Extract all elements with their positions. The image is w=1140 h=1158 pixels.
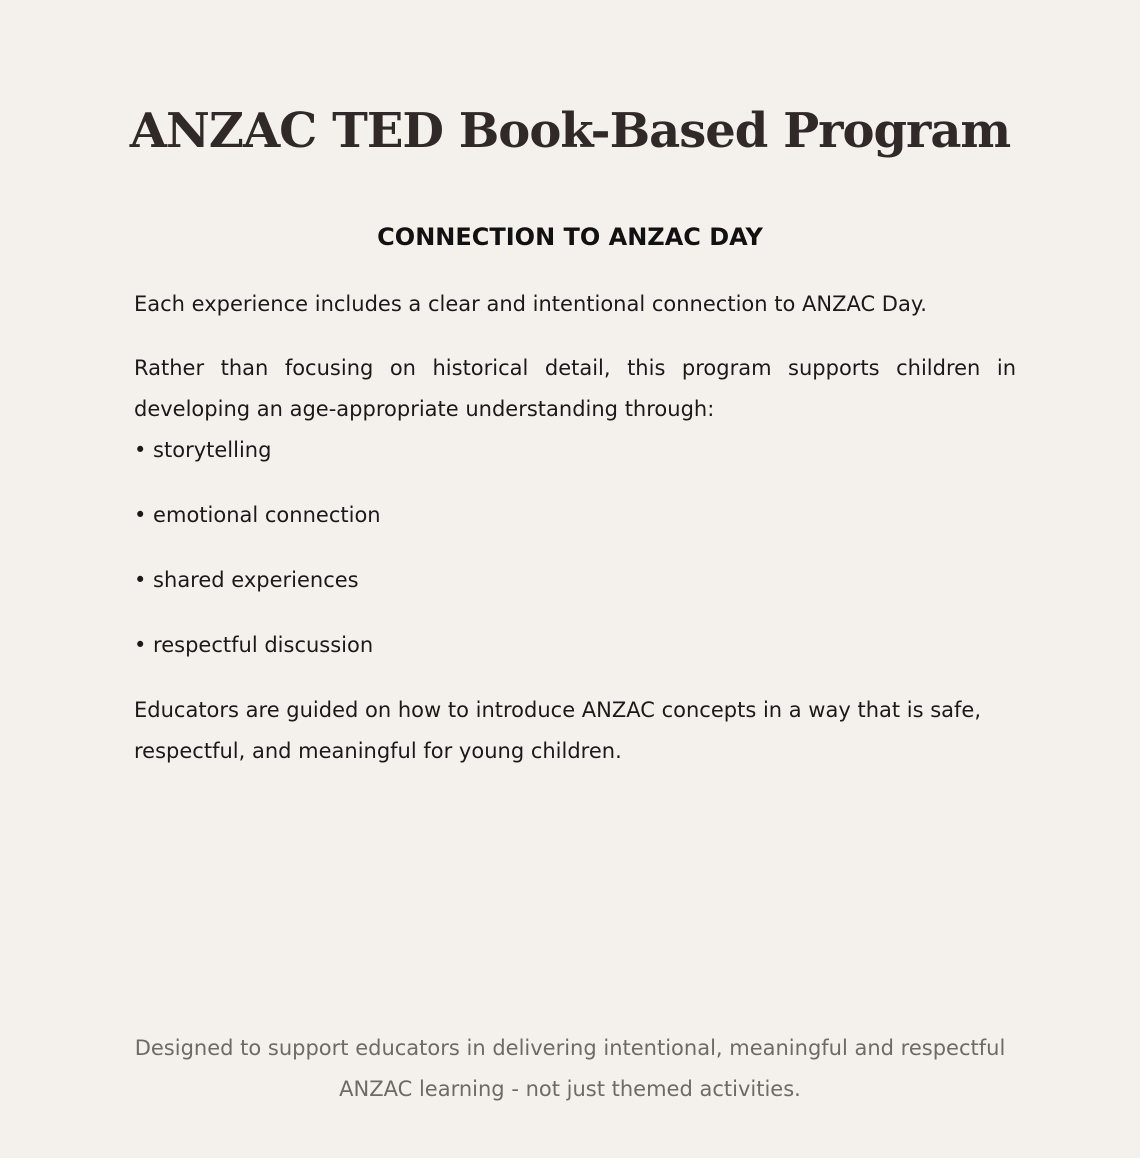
content-body: [134, 284, 1016, 772]
footer-note: Designed to support educators in delivering intentional, meaningful and respectful ANZAC learning - not just themed activities.: [134, 1036, 1006, 1101]
bullet-item: • storytelling: [134, 438, 272, 462]
page-title: ANZAC TED Book-Based Program: [129, 103, 1011, 159]
intro-paragraph: Each experience includes a clear and intentional connection to ANZAC Day.: [134, 292, 927, 316]
bullet-item: • shared experiences: [134, 568, 359, 592]
approach-paragraph: Rather than focusing on historical detail, this program supports children in developing an age-appropriate understanding through:: [134, 356, 1016, 421]
bullet-item: • emotional connection: [134, 503, 381, 527]
bullet-item: • respectful discussion: [134, 633, 374, 657]
bullet-list: [134, 430, 1016, 666]
section-heading: CONNECTION TO ANZAC DAY: [377, 223, 763, 251]
closing-paragraph: Educators are guided on how to introduce ANZAC concepts in a way that is safe, respectful, and meaningful for young children.: [134, 698, 982, 763]
